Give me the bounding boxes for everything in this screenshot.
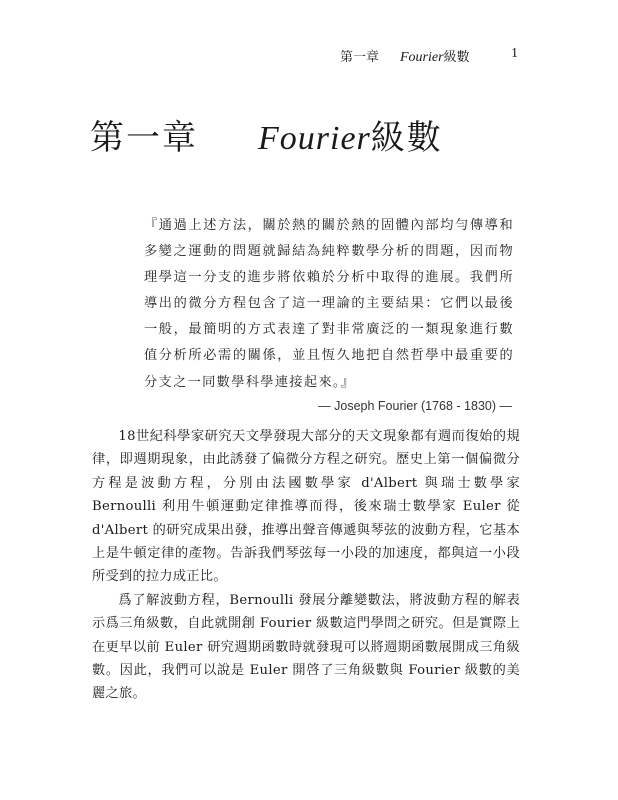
running-header-topic-suffix: 級數: [443, 50, 470, 65]
chapter-name: [258, 110, 443, 159]
chapter-name-latin: Fourier: [258, 120, 371, 157]
epigraph-quote: 『通過上述方法，關於熱的關於熱的固體內部均勻傳導和多變之運動的問題就歸結為純粹數學分析的問題，因而物理學這一分支的進步將依賴於分析中取得的進展。我們所導出的微分方程包含了這一理論的主要結果：它們以最後一般，最簡明的方式表達了對非常廣泛的一類現象進行數值分析所必需的關係，並且恆久地把自然哲學中最重要的分支之一同數學科學連接起來。』: [144, 218, 514, 390]
epigraph: [144, 213, 514, 413]
chapter-number: 第一章: [90, 118, 198, 158]
page-number: 1: [511, 46, 518, 61]
running-header-topic: [400, 46, 470, 66]
body-text: [92, 425, 520, 706]
chapter-name-suffix: 級數: [370, 118, 443, 158]
epigraph-attribution: — Joseph Fourier (1768 - 1830) —: [318, 398, 512, 413]
running-header-chapter: 第一章: [340, 50, 380, 65]
body-paragraph-1: 18世紀科學家研究天文學發現大部分的天文現象都有週而復始的規律，即週期現象，由此誘發了偏微分方程之研究。歷史上第一個偏微分方程是波動方程，分別由法國數學家 d'Albert 與瑞士數學家 Bernoulli 利用牛頓運動定律推導而得，後來瑞士數學家 Euler 從 d'Albert 的研究成果出發，推導出聲音傳遞與琴弦的波動方程，它基本上是牛頓定律的產物。告訴我們琴弦每一小段的加速度，都與這一小段所受到的拉力成正比。: [92, 429, 520, 585]
body-paragraph-2: 爲了解波動方程，Bernoulli 發展分離變數法，將波動方程的解表示爲三角級數，自此就開創 Fourier 級數這門學問之研究。但是實際上在更早以前 Euler 研究週期函數時就發現可以將週期函數展開成三角級數。因此，我們可以說是 Euler 開啓了三角級數與 Fourier 級數的美麗之旅。: [92, 592, 520, 702]
chapter-title: [90, 110, 530, 160]
running-header-topic-latin: Fourier: [400, 50, 444, 65]
running-header: [300, 46, 520, 66]
